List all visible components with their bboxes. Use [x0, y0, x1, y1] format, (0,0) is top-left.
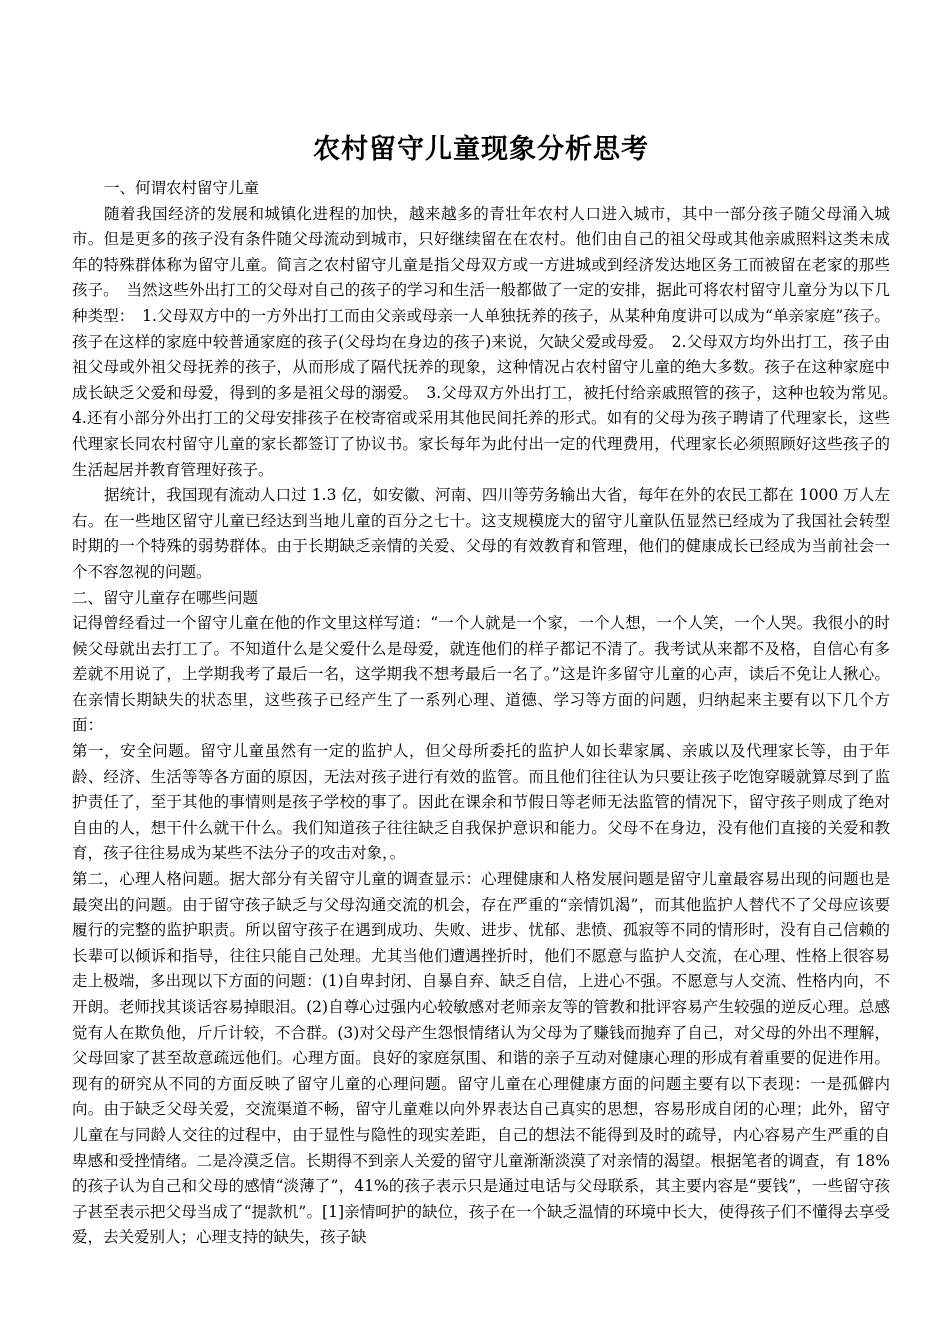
paragraph: 第二，心理人格问题。据大部分有关留守儿童的调查显示：心理健康和人格发展问题是留守儿童最容易出现的问题也是最突出的问题。由于留守孩子缺乏与父母沟通交流的机会，存在严重的“亲情饥渴”，而其他监护人替代不了父母应该要履行的完整的监护职责。所以留守孩子在遇到成功、失败、进步、忧郁、悲愤、孤寂等不同的情形时，没有自己信赖的长辈可以倾诉和指导，往往只能自己处理。尤其当他们遭遇挫折时，他们不愿意与监护人交流，在心理、性格上很容易走上极端，多出现以下方面的问题：(1)自卑封闭、自暴自弃、缺乏自信，上进心不强。不愿意与人交流、性格内向，不开朗。老师找其谈话容易掉眼泪。(2)自尊心过强内心较敏感对老师亲友等的管教和批评容易产生较强的逆反心理。总感觉有人在欺负他，斤斤计较，不合群。(3)对父母产生怨恨情绪认为父母为了赚钱而抛弃了自己，对父母的外出不理解，父母回家了甚至故意疏远他们。心理方面。良好的家庭氛围、和谐的亲子互动对健康心理的形成有着重要的促进作用。现有的研究从不同的方面反映了留守儿童的心理问题。留守儿童在心理健康方面的问题主要有以下表现：一是孤僻内向。由于缺乏父母关爱，交流渠道不畅，留守儿童难以向外界表达自己真实的思想，容易形成自闭的心理；此外，留守儿童在与同龄人交往的过程中，由于显性与隐性的现实差距，自己的想法不能得到及时的疏导，内心容易产生严重的自卑感和受挫情绪。二是冷漠乏信。长期得不到亲人关爱的留守儿童渐渐淡漠了对亲情的渴望。根据笔者的调查，有 18%的孩子认为自己和父母的感情“淡薄了”，41%的孩子表示只是通过电话与父母联系，其主要内容是“要钱”，一些留守孩子甚至表示把父母当成了“提款机”。[1]亲情呵护的缺位，孩子在一个缺乏温情的环境中长大，使得孩子们不懂得去享受爱，去关爱别人；心理支持的缺失，孩子缺 [72, 870, 890, 1247]
document-title: 农村留守儿童现象分析思考 [313, 134, 649, 165]
document-page [72, 128, 906, 1251]
paragraph: 据统计，我国现有流动人口过 1.3 亿，如安徽、河南、四川等劳务输出大省，每年在外的农民工都在 1000 万人左右。在一些地区留守儿童已经达到当地儿童的百分之七十。这支规模庞大的留守儿童队伍显然已经成为了我国社会转型时期的一个特殊的弱势群体。由于长期缺乏亲情的关爱、父母的有效教育和管理，他们的健康成长已经成为当前社会一个不容忽视的问题。 [72, 486, 890, 581]
section-heading-1: 一、何谓农村留守儿童 [104, 179, 260, 197]
paragraph: 记得曾经看过一个留守儿童在他的作文里这样写道：“一个人就是一个家，一个人想，一个人笑，一个人哭。我很小的时候父母就出去打工了。不知道什么是父爱什么是母爱，就连他们的样子都记不清了。我考试从来都不及格，自信心有多差就不用说了，上学期我考了最后一名，这学期我不想考最后一名了。”这是许多留守儿童的心声，读后不免让人揪心。在亲情长期缺失的状态里，这些孩子已经产生了一系列心理、道德、学习等方面的问题，归纳起来主要有以下几个方面： [72, 614, 890, 735]
paragraph: 第一，安全问题。留守儿童虽然有一定的监护人，但父母所委托的监护人如长辈家属、亲戚以及代理家长等，由于年龄、经济、生活等等各方面的原因，无法对孩子进行有效的监管。而且他们往往认为只要让孩子吃饱穿暖就算尽到了监护责任了，至于其他的事情则是孩子学校的事了。因此在课余和节假日等老师无法监管的情况下，留守孩子则成了绝对自由的人，想干什么就干什么。我们知道孩子往往缺乏自我保护意识和能力。父母不在身边，没有他们直接的关爱和教育，孩子往往易成为某些不法分子的攻击对象，。 [72, 742, 890, 863]
section-heading-2: 二、留守儿童存在哪些问题 [72, 588, 259, 607]
paragraph: 随着我国经济的发展和城镇化进程的加快，越来越多的青壮年农村人口进入城市，其中一部分孩子随父母涌入城市。但是更多的孩子没有条件随父母流动到城市，只好继续留在在农村。他们由自己的祖父母或其他亲戚照料这类未成年的特殊群体称为留守儿童。简言之农村留守儿童是指父母双方或一方进城或到经济发达地区务工而被留在老家的那些孩子。 当然这些外出打工的父母对自己的孩子的学习和生活一般都做了一定的安排，据此可将农村留守儿童分为以下几种类型： 1.父母双方中的一方外出打工而由父亲或母亲一人单独抚养的孩子，从某种角度讲可以成为“单亲家庭”孩子。孩子在这样的家庭中较普通家庭的孩子(父母均在身边的孩子)来说，欠缺父爱或母爱。 2.父母双方均外出打工，孩子由祖父母或外祖父母抚养的孩子，从而形成了隔代抚养的现象，这种情况占农村留守儿童的绝大多数。孩子在这种家庭中成长缺乏父爱和母爱，得到的多是祖父母的溺爱。 3.父母双方外出打工，被托付给亲戚照管的孩子，这种也较为常见。 4.还有小部分外出打工的父母安排孩子在校寄宿或采用其他民间托养的形式。如有的父母为孩子聘请了代理家长，这些代理家长同农村留守儿童的家长都签订了协议书。家长每年为此付出一定的代理费用，代理家长必须照顾好这些孩子的生活起居并教育管理好孩子。 [72, 204, 906, 479]
